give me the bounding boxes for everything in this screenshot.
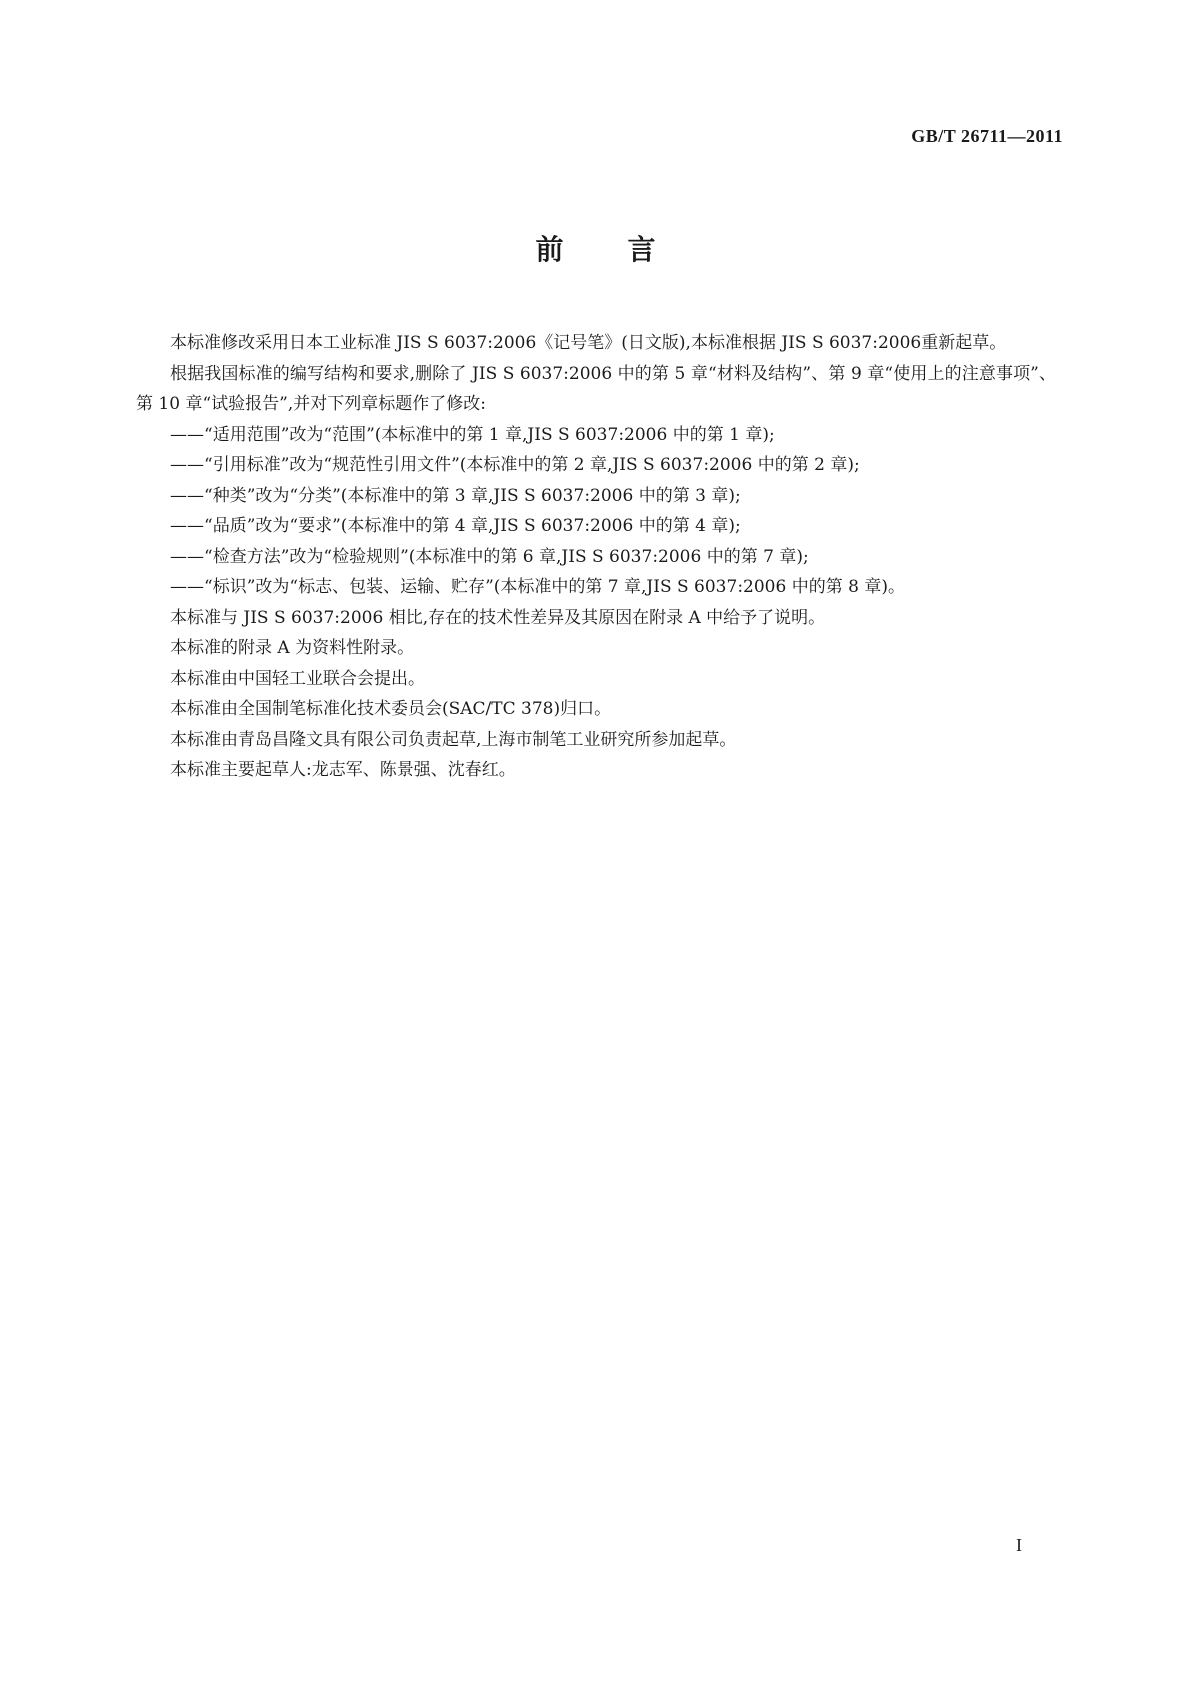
foreword-paragraph: 本标准与 JIS S 6037:2006 相比,存在的技术性差异及其原因在附录 A 中给予了说明。 [170,607,826,628]
page-title [0,228,1191,268]
standard-code: GB/T 26711—2011 [911,126,1063,146]
change-list-item: ——“种类”改为“分类”(本标准中的第 3 章,JIS S 6037:2006 中的第 3 章); [170,485,741,506]
foreword-paragraph: 本标准由全国制笔标准化技术委员会(SAC/TC 378)归口。 [170,699,612,719]
page-title-char-2: 言 [627,233,656,266]
foreword-paragraph: 根据我国标准的编写结构和要求,删除了 JIS S 6037:2006 中的第 5 章“材料及结构”、第 9 章“使用上的注意事项”、第 10 章“试验报告”,并对下列章标题作了修改: [136,363,1056,414]
change-list-item: ——“引用标准”改为“规范性引用文件”(本标准中的第 2 章,JIS S 6037:2006 中的第 2 章); [170,455,860,475]
change-list-item: ——“标识”改为“标志、包装、运输、贮存”(本标准中的第 7 章,JIS S 6037:2006 中的第 8 章)。 [170,577,905,597]
change-list-item: ——“品质”改为“要求”(本标准中的第 4 章,JIS S 6037:2006 中的第 4 章); [170,516,741,536]
foreword-paragraph: 本标准由青岛昌隆文具有限公司负责起草,上海市制笔工业研究所参加起草。 [170,729,737,750]
change-list-item: ——“检查方法”改为“检验规则”(本标准中的第 6 章,JIS S 6037:2006 中的第 7 章); [170,546,809,567]
page-number: I [1016,1535,1022,1555]
foreword-body [136,328,1056,786]
foreword-paragraph: 本标准的附录 A 为资料性附录。 [170,638,415,658]
foreword-paragraph: 本标准修改采用日本工业标准 JIS S 6037:2006《记号笔》(日文版),本标准根据 JIS S 6037:2006重新起草。 [170,333,1007,353]
foreword-paragraph: 本标准由中国轻工业联合会提出。 [170,668,425,689]
foreword-paragraph: 本标准主要起草人:龙志军、陈景强、沈春红。 [170,760,516,780]
page-title-char-1: 前 [535,233,564,266]
change-list-item: ——“适用范围”改为“范围”(本标准中的第 1 章,JIS S 6037:2006 中的第 1 章); [170,424,775,445]
